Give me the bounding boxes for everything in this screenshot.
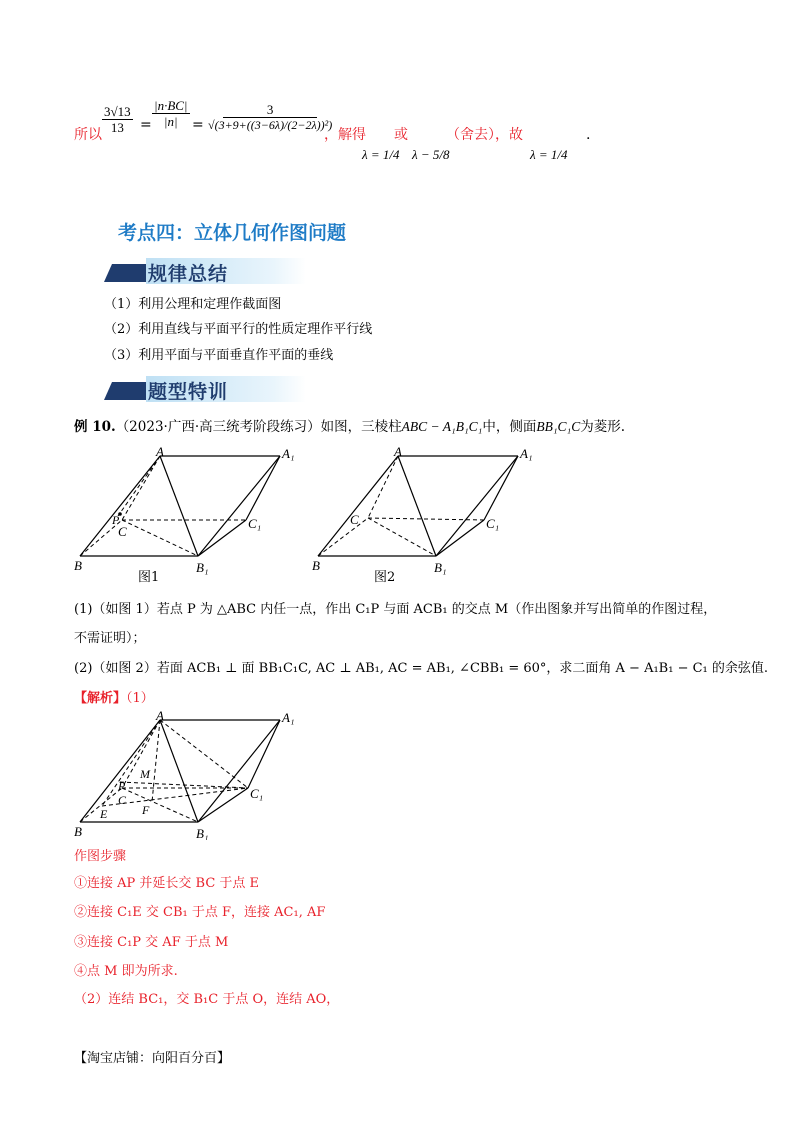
edge (436, 520, 484, 556)
example-statement (74, 418, 625, 436)
or-text: 或 (394, 127, 408, 143)
vertex-label: C₁ (250, 786, 264, 801)
final-solution: λ = 1/4 (530, 147, 568, 162)
steps-title: 作图步骤 (74, 849, 127, 864)
rule-item: （3）利用平面与平面垂直作平面的垂线 (104, 348, 334, 363)
hidden-edge (368, 518, 436, 556)
edge (318, 456, 398, 556)
vertex-label: A (156, 444, 164, 459)
formula-prefix: 所以 (74, 127, 102, 143)
mid-denominator: |n| (163, 114, 178, 129)
figure-2 (308, 444, 538, 590)
vertex-label: B₁ (196, 826, 209, 840)
formula-mid (152, 98, 190, 129)
example-source: （2023·广西·高三统考阶段练习）如图，三棱柱 (115, 419, 402, 435)
figure-2-caption: 图2 (374, 570, 396, 585)
example-end: 为菱形. (580, 419, 626, 435)
solution-tag: 【解析】 (74, 691, 127, 706)
example-mid: 中，侧面 (482, 419, 537, 435)
vertex-label: A₁ (520, 446, 533, 461)
question-1-line-1: (1)（如图 1）若点 P 为 △ABC 内任一点，作出 C₁P 与面 ACB₁ 的交点 M（作出图象并写出简单的作图过程， (74, 602, 717, 617)
equals-sign-2: = (192, 117, 204, 133)
hidden-edge (318, 518, 368, 556)
header-accent (104, 382, 146, 400)
vertex-label: P (118, 779, 126, 793)
vertex-label: C (118, 524, 127, 539)
edge (80, 456, 160, 556)
edge (198, 788, 248, 822)
hidden-edge (102, 720, 160, 806)
lhs-denominator: 13 (110, 120, 124, 135)
rhs-numerator: 3 (223, 102, 318, 118)
footer-text: 【淘宝店铺：向阳百分百】 (74, 1051, 231, 1066)
formula-rhs (206, 102, 334, 133)
vertex-label: A₁ (282, 710, 295, 725)
example-prism: ABC − A₁B₁C₁ (401, 419, 483, 434)
figure-1 (70, 444, 300, 590)
edge (160, 456, 198, 556)
rhs-denominator: √(3+9+((3−6λ)/(2−2λ))²) (208, 118, 333, 132)
solution-tag-row (74, 690, 154, 708)
step-item: ④点 M 即为所求. (74, 964, 178, 979)
section-title: 考点四：立体几何作图问题 (118, 222, 347, 244)
step-item: ①连接 AP 并延长交 BC 于点 E (74, 876, 260, 891)
mid-numerator: |n·BC| (154, 98, 188, 113)
equals-sign-1: = (140, 117, 152, 133)
practice-header (104, 376, 308, 402)
lhs-numerator: 3√13 (104, 104, 131, 119)
step-item: ③连接 C₁P 交 AF 于点 M (74, 935, 229, 950)
figure-1-caption: 图1 (138, 570, 160, 585)
edge (198, 456, 280, 556)
edge (198, 720, 280, 822)
hidden-edge (122, 456, 160, 520)
vertex-label: A (394, 444, 402, 459)
formula-lhs (102, 104, 133, 135)
vertex-label: A (156, 708, 164, 723)
vertex-label: C (350, 512, 359, 527)
vertex-label: C (118, 793, 127, 807)
reject-text: （舍去），故 (446, 127, 523, 143)
solution-figure (70, 708, 300, 840)
vertex-label: B₁ (434, 560, 447, 575)
edge (436, 456, 518, 556)
solution-part: （1） (126, 691, 154, 706)
question-1-line-2: 不需证明）； (74, 631, 146, 646)
vertex-label: B (74, 824, 82, 839)
vertex-label: B (74, 558, 82, 573)
vertex-label: A₁ (282, 446, 295, 461)
vertex-label: B (312, 558, 320, 573)
rule-item: （2）利用直线与平面平行的性质定理作平行线 (104, 322, 373, 337)
question-2-line-1: (2)（如图 2）若面 ACB₁ ⊥ 面 BB₁C₁C, AC ⊥ AB₁, AC = AB₁, ∠CBB₁ = 60°，求二面角 A − A₁B₁ − C₁ 的余弦值. (74, 661, 769, 676)
rule-item: （1）利用公理和定理作截面图 (104, 297, 282, 312)
edge (484, 456, 518, 520)
vertex-label: M (140, 767, 150, 781)
formula-end: . (586, 127, 591, 143)
header-accent (104, 264, 146, 282)
rules-header (104, 258, 308, 284)
practice-header-label: 题型特训 (148, 381, 229, 403)
example-face: BB₁C₁C (536, 419, 581, 434)
edge (198, 520, 246, 556)
solve-text: ，解得 (324, 127, 366, 143)
edge (398, 456, 436, 556)
solution-2: λ − 5/8 (412, 147, 450, 162)
hidden-edge (118, 456, 160, 516)
vertex-label: E (100, 807, 108, 821)
vertex-label: P (112, 513, 120, 527)
solution-part-2: （2）连结 BC₁，交 B₁C 于点 O，连结 AO， (74, 992, 340, 1007)
solution-1: λ = 1/4 (362, 147, 400, 162)
example-label: 例 10. (74, 419, 116, 435)
vertex-label: F (142, 803, 150, 817)
vertex-label: C₁ (248, 516, 262, 531)
vertex-label: C₁ (486, 516, 500, 531)
step-item: ②连接 C₁E 交 CB₁ 于点 F，连接 AC₁, AF (74, 905, 326, 920)
edge (246, 456, 280, 520)
vertex-label: B₁ (196, 560, 209, 575)
rules-header-label: 规律总结 (148, 263, 229, 285)
